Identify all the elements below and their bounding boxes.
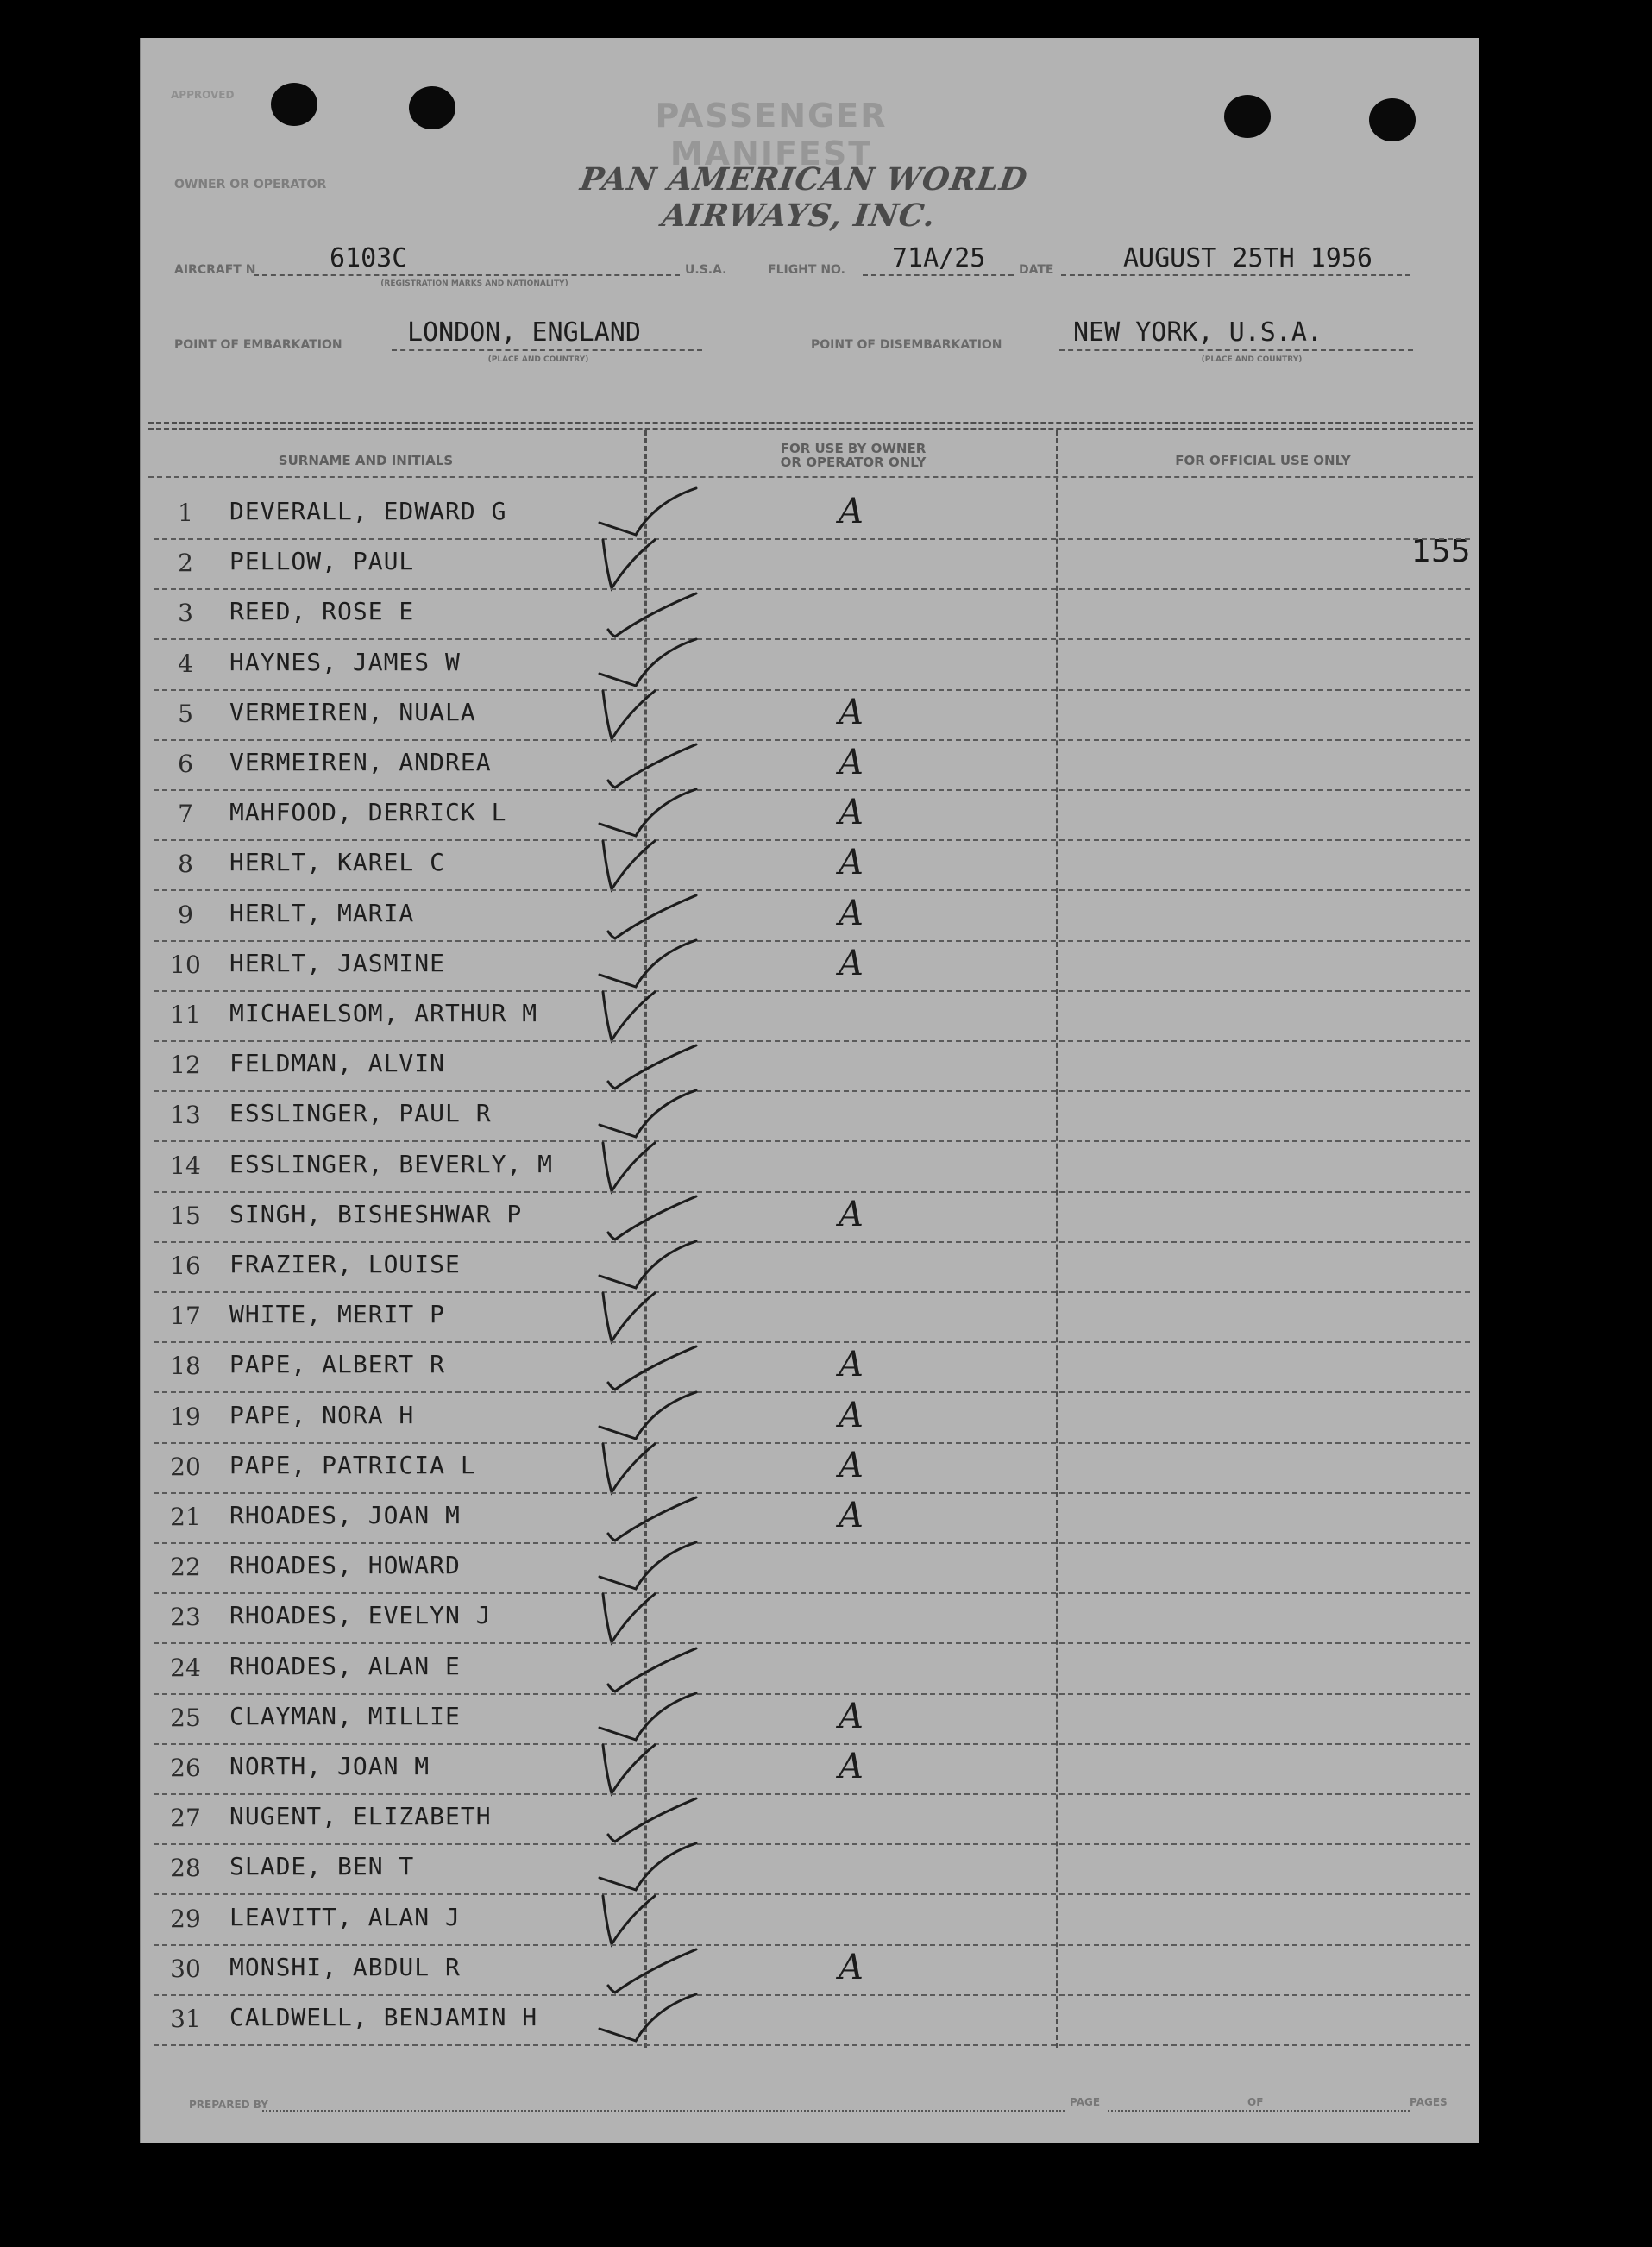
passenger-name: VERMEIREN, NUALA [229, 697, 476, 726]
passenger-number: 4 [178, 649, 193, 678]
passenger-name: FELDMAN, ALVIN [229, 1049, 446, 1078]
passenger-row [141, 1343, 1479, 1393]
page-label: PAGE [1070, 2096, 1101, 2108]
passenger-row [141, 1143, 1479, 1193]
passenger-name: REED, ROSE E [229, 597, 415, 626]
passenger-name: FRAZIER, LOUISE [229, 1250, 461, 1278]
passenger-number: 6 [178, 750, 193, 778]
passenger-number: 26 [170, 1754, 201, 1782]
passenger-row [141, 1193, 1479, 1243]
passenger-row [141, 691, 1479, 741]
passenger-name: PAPE, PATRICIA L [229, 1450, 476, 1479]
usa-label: U.S.A. [685, 263, 727, 277]
owner-label: OWNER OR OPERATOR [174, 178, 327, 191]
passenger-row [141, 1695, 1479, 1745]
prepared-label: PREPARED BY [189, 2099, 268, 2111]
col-owner-header-2: OR OPERATOR ONLY [780, 455, 927, 470]
passenger-row [141, 1745, 1479, 1795]
embark-sublabel: (PLACE AND COUNTRY) [487, 355, 589, 364]
underline [1108, 2110, 1410, 2112]
passenger-row [141, 1544, 1479, 1594]
manifest-sheet [140, 38, 1479, 2143]
underline [863, 274, 1014, 276]
passenger-row [141, 1845, 1479, 1895]
passenger-number: 19 [170, 1402, 201, 1431]
passenger-name: CALDWELL, BENJAMIN H [229, 2003, 538, 2031]
passenger-row [141, 1494, 1479, 1544]
header-rule [148, 476, 1473, 478]
passenger-name: PELLOW, PAUL [229, 547, 415, 576]
passenger-name: MICHAELSOM, ARTHUR M [229, 999, 538, 1027]
passenger-row [141, 992, 1479, 1042]
passenger-row [141, 1394, 1479, 1444]
passenger-name: PAPE, NORA H [229, 1400, 415, 1429]
operator-mark: A [839, 1496, 864, 1535]
passenger-number: 29 [170, 1904, 201, 1933]
passenger-number: 15 [170, 1201, 201, 1230]
underline [1059, 349, 1413, 351]
passenger-name: NUGENT, ELIZABETH [229, 1802, 492, 1831]
checkmark-icon [594, 1991, 715, 2051]
table-top-rule [148, 422, 1473, 424]
passenger-number: 25 [170, 1703, 201, 1732]
underline [392, 349, 702, 351]
underline [254, 274, 680, 276]
passenger-name: ESSLINGER, PAUL R [229, 1099, 492, 1128]
operator-mark: A [839, 793, 864, 833]
passenger-row [141, 1243, 1479, 1293]
passenger-number: 12 [170, 1051, 201, 1080]
passenger-number: 20 [170, 1452, 201, 1481]
table-top-rule [148, 428, 1473, 430]
passenger-row [141, 1042, 1479, 1092]
passenger-row [141, 1092, 1479, 1142]
passenger-number: 21 [170, 1503, 201, 1531]
passenger-row [141, 1996, 1479, 2046]
passenger-row [141, 741, 1479, 791]
passenger-number: 22 [170, 1553, 201, 1582]
operator-mark: A [839, 1345, 864, 1385]
passenger-number: 5 [178, 699, 193, 728]
of-label: OF [1247, 2096, 1264, 2108]
underline [262, 2110, 1065, 2112]
passenger-row [141, 1896, 1479, 1946]
passenger-name: RHOADES, JOAN M [229, 1501, 461, 1529]
disembark-value: NEW YORK, U.S.A. [1073, 317, 1322, 348]
passenger-number: 13 [170, 1101, 201, 1130]
aircraft-value: 6103C [330, 243, 408, 273]
passenger-name: MAHFOOD, DERRICK L [229, 798, 507, 827]
passenger-number: 24 [170, 1653, 201, 1682]
passenger-row [141, 1795, 1479, 1845]
passenger-row [141, 1444, 1479, 1494]
operator-mark: A [839, 1947, 864, 1987]
passenger-name: DEVERALL, EDWARD G [229, 497, 507, 525]
flight-value: 71A/25 [892, 243, 986, 273]
disembark-label: POINT OF DISEMBARKATION [811, 338, 1002, 352]
passenger-name: LEAVITT, ALAN J [229, 1902, 461, 1931]
date-value: AUGUST 25TH 1956 [1123, 243, 1372, 273]
passenger-number: 8 [178, 850, 193, 879]
passenger-row [141, 590, 1479, 640]
passenger-row [141, 1946, 1479, 1996]
passenger-name: HERLT, JASMINE [229, 948, 446, 977]
col-surname-header: SURNAME AND INITIALS [278, 453, 454, 468]
passenger-number: 9 [178, 900, 193, 929]
passenger-name: MONSHI, ABDUL R [229, 1952, 461, 1981]
passenger-row [141, 892, 1479, 942]
underline [1061, 274, 1410, 276]
operator-mark: A [839, 1445, 864, 1485]
operator-mark: A [839, 1747, 864, 1786]
passenger-number: 2 [178, 549, 193, 578]
passenger-name: SINGH, BISHESHWAR P [229, 1199, 523, 1228]
row-rule [154, 2044, 1470, 2046]
embark-value: LONDON, ENGLAND [407, 317, 641, 348]
passenger-name: WHITE, MERIT P [229, 1300, 446, 1329]
passenger-number: 16 [170, 1252, 201, 1280]
passenger-name: RHOADES, ALAN E [229, 1651, 461, 1680]
passenger-row [141, 1594, 1479, 1644]
punch-hole [1369, 98, 1416, 141]
operator-mark: A [839, 1194, 864, 1234]
operator-mark: A [839, 743, 864, 782]
passenger-number: 30 [170, 1954, 201, 1983]
passenger-number: 31 [170, 2005, 201, 2033]
form-title: PASSENGER MANIFEST [655, 97, 888, 173]
punch-hole [271, 83, 317, 126]
passenger-name: CLAYMAN, MILLIE [229, 1701, 461, 1730]
passenger-number: 17 [170, 1302, 201, 1331]
passenger-name: RHOADES, HOWARD [229, 1551, 461, 1580]
passenger-row [141, 942, 1479, 992]
official-note: 155 [1411, 534, 1471, 569]
passenger-row [141, 540, 1479, 590]
passenger-name: PAPE, ALBERT R [229, 1350, 446, 1379]
flight-label: FLIGHT NO. [768, 263, 845, 277]
passenger-row [141, 841, 1479, 891]
operator-mark: A [839, 843, 864, 883]
disembark-sublabel: (PLACE AND COUNTRY) [1201, 355, 1303, 364]
operator-mark: A [839, 492, 864, 531]
passenger-number: 10 [170, 950, 201, 979]
passenger-number: 28 [170, 1854, 201, 1883]
passenger-number: 18 [170, 1352, 201, 1381]
passenger-number: 23 [170, 1603, 201, 1632]
col-official-header: FOR OFFICIAL USE ONLY [1175, 453, 1351, 468]
passenger-name: ESSLINGER, BEVERLY, M [229, 1149, 554, 1178]
passenger-name: HAYNES, JAMES W [229, 647, 461, 676]
passenger-name: RHOADES, EVELYN J [229, 1601, 492, 1630]
passenger-name: HERLT, KAREL C [229, 848, 446, 877]
passenger-name: SLADE, BEN T [229, 1852, 415, 1881]
operator-mark: A [839, 1395, 864, 1435]
passenger-row [141, 490, 1479, 540]
passenger-row [141, 1645, 1479, 1695]
passenger-number: 7 [178, 800, 193, 829]
owner-name: PAN AMERICAN WORLD AIRWAYS, INC. [577, 161, 1030, 234]
passenger-name: HERLT, MARIA [229, 898, 415, 927]
passenger-name: VERMEIREN, ANDREA [229, 748, 492, 776]
passenger-number: 1 [178, 499, 193, 527]
passenger-row [141, 1293, 1479, 1343]
passenger-number: 27 [170, 1804, 201, 1833]
passenger-number: 14 [170, 1151, 201, 1180]
operator-mark: A [839, 692, 864, 732]
punch-hole [1224, 95, 1271, 138]
aircraft-label: AIRCRAFT N [174, 263, 256, 277]
date-label: DATE [1019, 263, 1054, 277]
passenger-row [141, 791, 1479, 841]
operator-mark: A [839, 943, 864, 983]
punch-hole [409, 86, 455, 129]
aircraft-sublabel: (REGISTRATION MARKS AND NATIONALITY) [380, 279, 568, 288]
passenger-row [141, 641, 1479, 691]
operator-mark: A [839, 1696, 864, 1736]
embark-label: POINT OF EMBARKATION [174, 338, 342, 352]
col-owner-header-1: FOR USE BY OWNER [780, 441, 927, 456]
pages-label: PAGES [1410, 2096, 1448, 2108]
passenger-number: 11 [170, 1001, 201, 1029]
passenger-number: 3 [178, 599, 193, 628]
operator-mark: A [839, 893, 864, 933]
passenger-name: NORTH, JOAN M [229, 1752, 430, 1780]
approved-stamp: APPROVED [171, 89, 235, 101]
